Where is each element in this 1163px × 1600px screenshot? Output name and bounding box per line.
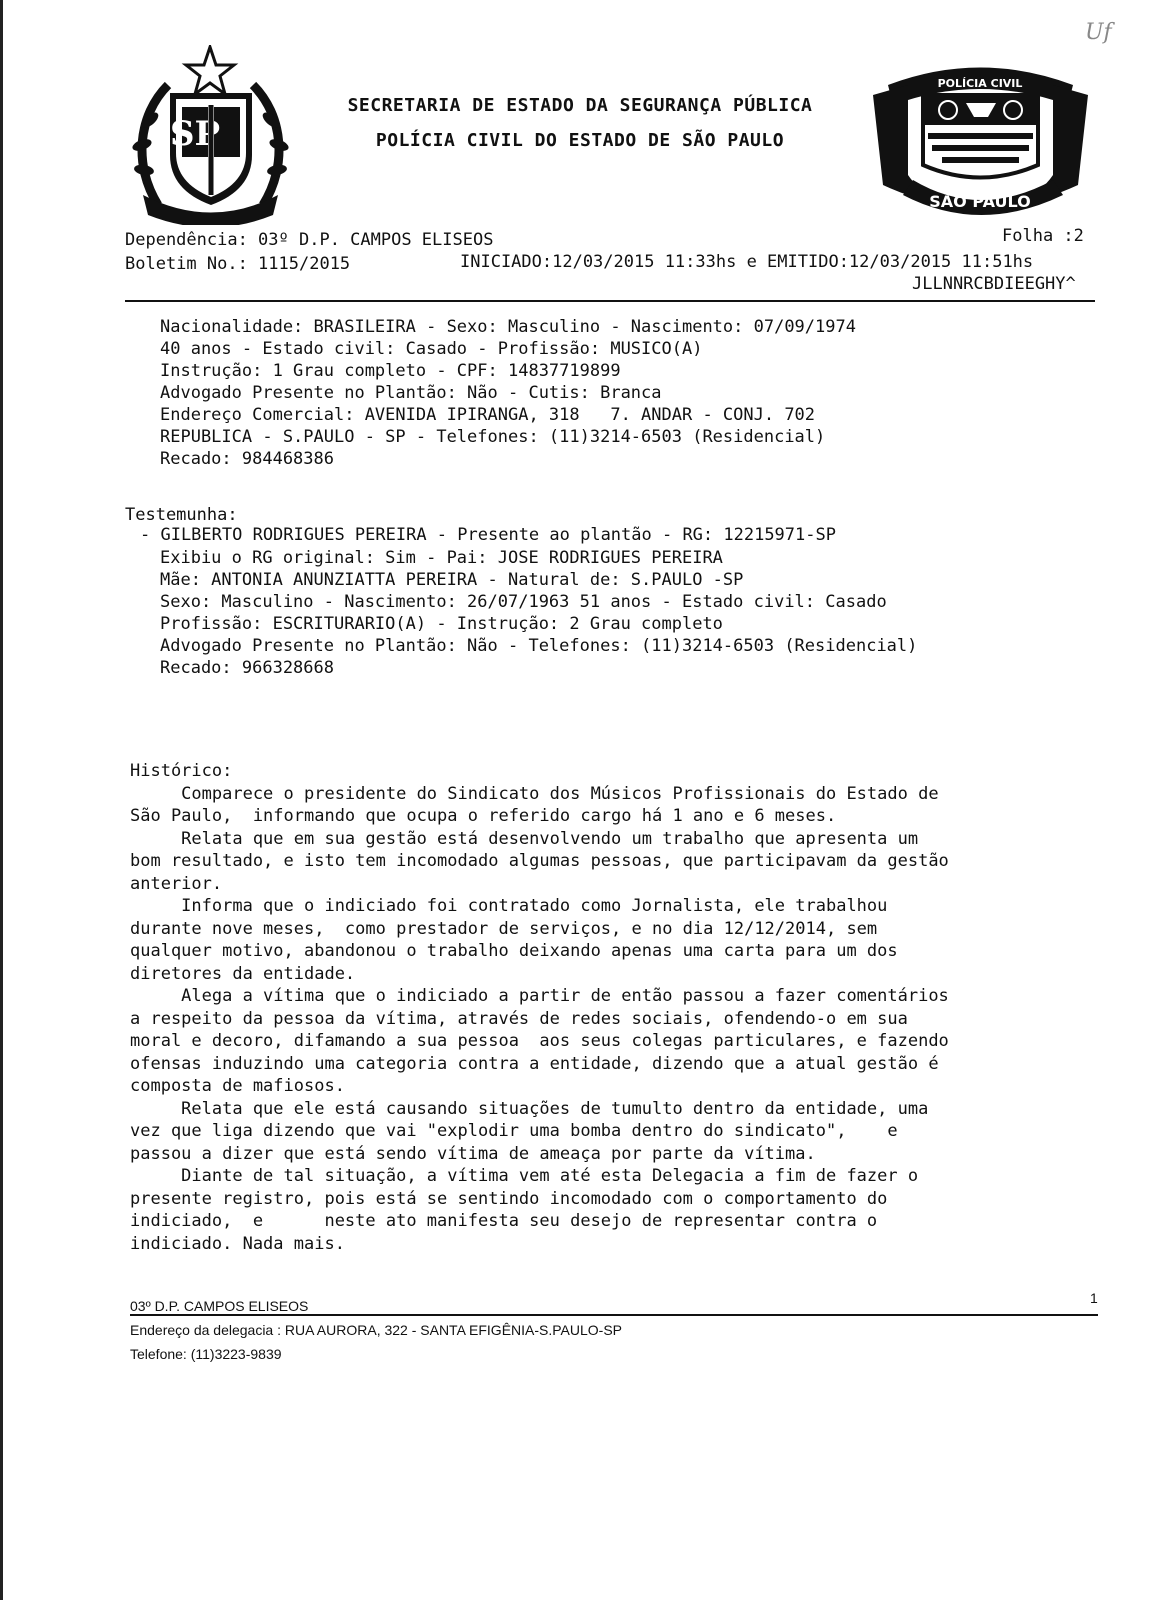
- policia-civil-badge-logo: [868, 55, 1093, 215]
- witness-line: Exibiu o RG original: Sim - Pai: JOSE RODRIGUES PEREIRA: [160, 548, 723, 568]
- witness-details: [160, 547, 917, 679]
- person-line: Advogado Presente no Plantão: Não - Cutis: Branca: [160, 383, 662, 403]
- person-line: 40 anos - Estado civil: Casado - Profissão: MUSICO(A): [160, 339, 703, 359]
- footer-phone: Telefone: (11)3223-9839: [130, 1346, 282, 1362]
- corner-handwritten-mark: Uf: [1085, 20, 1112, 45]
- witness-name-line: - GILBERTO RODRIGUES PEREIRA - Presente ao plantão - RG: 12215971-SP: [140, 525, 836, 545]
- historico-line: composta de mafiosos.: [130, 1076, 345, 1096]
- footer-rule: [130, 1314, 1098, 1316]
- historico-line: bom resultado, e isto tem incomodado algumas pessoas, que participavam da gestão: [130, 851, 949, 871]
- witness-line: Profissão: ESCRITURARIO(A) - Instrução: 2 Grau completo: [160, 614, 723, 634]
- historico-line: indiciado, e neste ato manifesta seu desejo de representar contra o: [130, 1211, 878, 1231]
- historico-line: qualquer motivo, abandonou o trabalho deixando apenas uma carta para um dos: [130, 941, 898, 961]
- historico-line: passou a dizer que está sendo vítima de ameaça por parte da vítima.: [130, 1143, 816, 1164]
- witness-line: Advogado Presente no Plantão: Não - Telefones: (11)3214-6503 (Residencial): [160, 636, 918, 656]
- witness-line: Mãe: ANTONIA ANUNZIATTA PEREIRA - Natural de: S.PAULO -SP: [160, 570, 744, 590]
- sp-coat-of-arms-logo: [128, 45, 293, 225]
- historico-line: moral e decoro, difamando a sua pessoa aos seus colegas particulares, e fazendo: [130, 1031, 949, 1051]
- person-line: Recado: 984468386: [160, 449, 334, 469]
- historico-line: anterior.: [130, 873, 223, 894]
- historico-line: Informa que o indiciado foi contratado como Jornalista, ele trabalhou: [130, 896, 888, 916]
- historico-line: vez que liga dizendo que vai "explodir uma bomba dentro do sindicato", e: [130, 1121, 898, 1141]
- historico-line: durante nove meses, como prestador de serviços, e no dia 12/12/2014, sem: [130, 918, 878, 939]
- person-line: Endereço Comercial: AVENIDA IPIRANGA, 318 7. ANDAR - CONJ. 702: [160, 405, 816, 425]
- header-line-2: POLÍCIA CIVIL DO ESTADO DE SÃO PAULO: [375, 130, 785, 151]
- witness-line: Recado: 966328668: [160, 658, 334, 678]
- historico-line: Alega a vítima que o indiciado a partir de então passou a fazer comentários: [130, 986, 949, 1006]
- person-line: Nacionalidade: BRASILEIRA - Sexo: Masculino - Nascimento: 07/09/1974: [160, 317, 856, 337]
- person-line: Instrução: 1 Grau completo - CPF: 14837719899: [160, 361, 621, 381]
- dependencia: Dependência: 03º D.P. CAMPOS ELISEOS: [125, 230, 494, 250]
- header-line-1: SECRETARIA DE ESTADO DA SEGURANÇA PÚBLICA: [347, 95, 813, 116]
- footer-address: Endereço da delegacia : RUA AURORA, 322 - SANTA EFIGÊNIA-S.PAULO-SP: [130, 1322, 623, 1338]
- witness-heading: Testemunha:: [125, 505, 238, 525]
- historico-line: ofensas induzindo uma categoria contra a entidade, dizendo que a atual gestão é: [130, 1053, 939, 1074]
- svg-text:SÃO PAULO: SÃO PAULO: [929, 192, 1031, 211]
- historico-line: indiciado. Nada mais.: [130, 1233, 345, 1254]
- iniciado-emitido: INICIADO:12/03/2015 11:33hs e EMITIDO:12/03/2015 11:51hs: [460, 252, 1034, 272]
- witness-line: Sexo: Masculino - Nascimento: 26/07/1963 51 anos - Estado civil: Casado: [160, 592, 887, 612]
- historico-line: presente registro, pois está se sentindo incomodado com o comportamento do: [130, 1188, 888, 1209]
- footer-page-mark: 1: [1090, 1290, 1098, 1306]
- historico-line: Comparece o presidente do Sindicato dos Músicos Profissionais do Estado de: [130, 783, 939, 804]
- historico-line: São Paulo, informando que ocupa o referido cargo há 1 ano e 6 meses.: [130, 806, 837, 826]
- historico-line: Diante de tal situação, a vítima vem até esta Delegacia a fim de fazer o: [130, 1166, 919, 1186]
- svg-text:POLÍCIA CIVIL: POLÍCIA CIVIL: [937, 77, 1023, 90]
- codigo-verificacao: JLLNNRCBDIEEGHY^: [912, 274, 1076, 294]
- header-rule: [125, 300, 1095, 302]
- footer-unit: 03º D.P. CAMPOS ELISEOS: [130, 1298, 309, 1314]
- folha: Folha :2: [1002, 226, 1084, 246]
- historico-line: diretores da entidade.: [130, 963, 356, 984]
- historico-line: Relata que ele está causando situações de tumulto dentro da entidade, uma: [130, 1098, 929, 1119]
- svg-text:SP: SP: [169, 114, 221, 154]
- boletim-number: Boletim No.: 1115/2015: [125, 254, 351, 274]
- historico-line: Relata que em sua gestão está desenvolvendo um trabalho que apresenta um: [130, 828, 919, 849]
- person-line: REPUBLICA - S.PAULO - SP - Telefones: (11)3214-6503 (Residencial): [160, 427, 826, 447]
- star-icon: [186, 47, 234, 94]
- person-details: [160, 316, 856, 470]
- historico-section: [130, 760, 949, 1255]
- historico-line: a respeito da pessoa da vítima, através de redes sociais, ofendendo-o em sua: [130, 1008, 908, 1029]
- historico-heading: Histórico:: [130, 761, 233, 781]
- scan-edge: [0, 0, 3, 1600]
